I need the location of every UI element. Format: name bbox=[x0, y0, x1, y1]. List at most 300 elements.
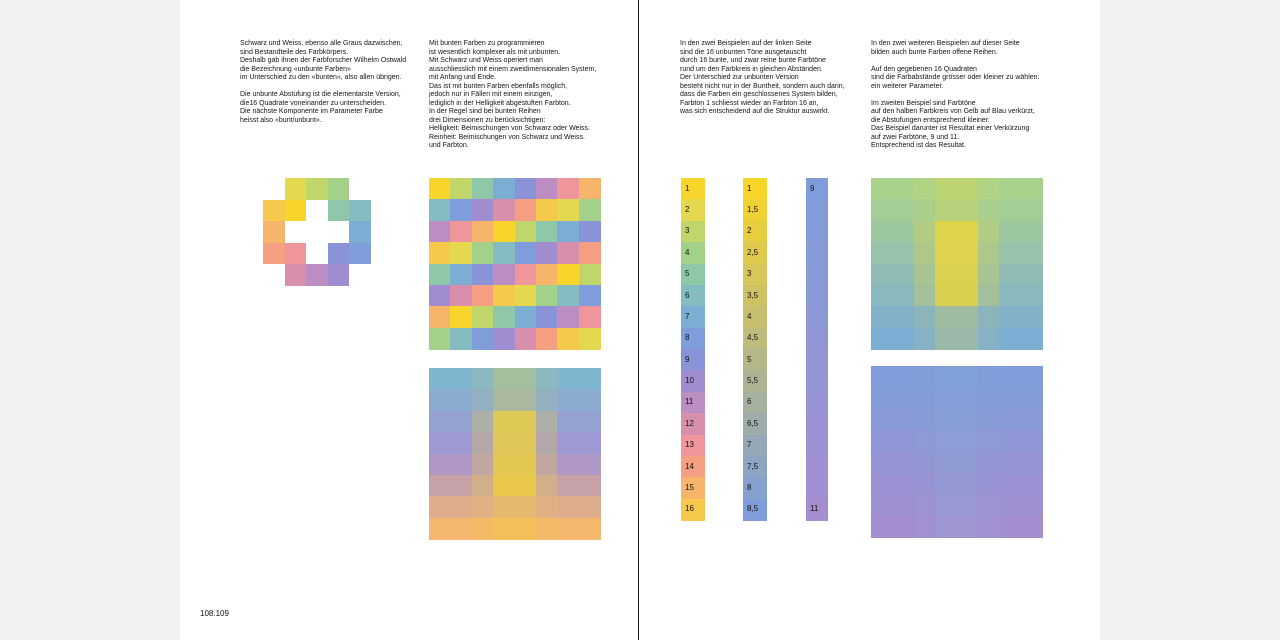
pattern-square bbox=[429, 178, 451, 200]
gradient-square bbox=[978, 306, 1000, 328]
strip-square bbox=[806, 221, 828, 243]
gradient-square bbox=[515, 496, 537, 518]
pattern-square bbox=[536, 221, 558, 243]
strip-square bbox=[806, 306, 828, 328]
gradient-square bbox=[579, 411, 601, 433]
gradient-square bbox=[957, 409, 979, 431]
gradient-square bbox=[536, 496, 558, 518]
pattern-square bbox=[579, 328, 601, 350]
gradient-square bbox=[999, 221, 1021, 243]
gradient-square bbox=[579, 518, 601, 540]
gradient-square bbox=[957, 452, 979, 474]
gradient-square bbox=[999, 473, 1021, 495]
strip-label: 1 bbox=[685, 183, 690, 193]
gradient-square bbox=[999, 242, 1021, 264]
gradient-square bbox=[515, 368, 537, 390]
pattern-square bbox=[579, 242, 601, 264]
gradient-square bbox=[557, 411, 579, 433]
gradient-square bbox=[892, 221, 914, 243]
pattern-square bbox=[536, 328, 558, 350]
gradient-square bbox=[999, 494, 1021, 516]
strip-square bbox=[806, 349, 828, 371]
gradient-square bbox=[914, 387, 936, 409]
gradient-square bbox=[515, 432, 537, 454]
pattern-square bbox=[450, 264, 472, 286]
strip-label: 5,5 bbox=[747, 376, 759, 386]
gradient-square bbox=[557, 454, 579, 476]
gradient-square bbox=[871, 328, 893, 350]
strip-label: 2,5 bbox=[747, 247, 759, 257]
gradient-square bbox=[536, 411, 558, 433]
strip-label: 2 bbox=[747, 226, 752, 236]
pattern-square bbox=[472, 242, 494, 264]
gradient-square bbox=[999, 430, 1021, 452]
gradient-square bbox=[914, 178, 936, 200]
gradient-square bbox=[1021, 178, 1043, 200]
gradient-square bbox=[999, 199, 1021, 221]
gradient-square bbox=[871, 306, 893, 328]
yellow-blue-gradient-grid bbox=[871, 178, 1042, 349]
strip-label: 16 bbox=[685, 504, 694, 514]
gradient-square bbox=[472, 475, 494, 497]
gradient-square bbox=[978, 221, 1000, 243]
pattern-square bbox=[472, 306, 494, 328]
gradient-square bbox=[1021, 366, 1043, 388]
ring-square bbox=[328, 178, 350, 200]
gradient-square bbox=[914, 473, 936, 495]
strip-label: 3,5 bbox=[747, 290, 759, 300]
gradient-square bbox=[1021, 516, 1043, 538]
gradient-square bbox=[914, 516, 936, 538]
gradient-square bbox=[935, 452, 957, 474]
gradient-square bbox=[450, 432, 472, 454]
gradient-square bbox=[871, 494, 893, 516]
color-ring-figure bbox=[263, 178, 371, 286]
gradient-square bbox=[935, 387, 957, 409]
ring-square bbox=[285, 200, 307, 222]
ring-square bbox=[328, 243, 350, 265]
gradient-square bbox=[871, 285, 893, 307]
pattern-square bbox=[557, 221, 579, 243]
gradient-square bbox=[957, 285, 979, 307]
ring-square bbox=[285, 264, 307, 286]
gradient-square bbox=[892, 430, 914, 452]
strip-label: 6,5 bbox=[747, 418, 759, 428]
gradient-square bbox=[978, 366, 1000, 388]
gradient-square bbox=[914, 494, 936, 516]
strip-label: 4 bbox=[685, 247, 690, 257]
pattern-square bbox=[493, 264, 515, 286]
gradient-square bbox=[493, 432, 515, 454]
gradient-square bbox=[892, 328, 914, 350]
pattern-square bbox=[450, 178, 472, 200]
pattern-square bbox=[579, 199, 601, 221]
gradient-square bbox=[978, 430, 1000, 452]
gradient-square bbox=[557, 518, 579, 540]
gradient-square bbox=[1021, 494, 1043, 516]
gradient-square bbox=[557, 475, 579, 497]
gradient-square bbox=[957, 199, 979, 221]
strip-square bbox=[806, 242, 828, 264]
gradient-square bbox=[935, 473, 957, 495]
gradient-square bbox=[450, 518, 472, 540]
strip-label: 7 bbox=[685, 311, 690, 321]
gradient-square bbox=[515, 518, 537, 540]
gradient-square bbox=[892, 285, 914, 307]
gradient-square bbox=[871, 516, 893, 538]
text-column-2: Mit bunten Farben zu programmieren ist wesentlich komplexer als mit unbunten. Mit Schwarz und Weiss operiert man ausschliesslich mit einem zweidimensionalen System, mit Anfang und Ende. Das ist mit bunten Farben ebenfalls möglich, jedoch nur in Fällen mit einem einzigen, lediglich in der Helligkeit abgestuften Farbton. In der Regel sind bei bunten Reihen drei Dimensionen zu berücksichtigen: Helligkeit: Beimischungen von Schwarz oder Weiss. Reinheit: Beimischungen von Schwarz und Weiss. und Farbton. bbox=[429, 40, 597, 149]
gradient-square bbox=[871, 366, 893, 388]
gradient-square bbox=[935, 221, 957, 243]
gradient-square bbox=[579, 432, 601, 454]
pattern-square bbox=[515, 306, 537, 328]
pattern-square bbox=[493, 285, 515, 307]
gradient-square bbox=[493, 389, 515, 411]
pattern-square bbox=[450, 242, 472, 264]
gradient-square bbox=[536, 518, 558, 540]
gradient-square bbox=[557, 432, 579, 454]
pattern-square bbox=[579, 306, 601, 328]
gradient-square bbox=[450, 454, 472, 476]
gradient-square bbox=[978, 452, 1000, 474]
gradient-square bbox=[472, 368, 494, 390]
pattern-square bbox=[450, 221, 472, 243]
gradient-square bbox=[871, 264, 893, 286]
pattern-square bbox=[429, 221, 451, 243]
gradient-square bbox=[515, 411, 537, 433]
gradient-square bbox=[935, 264, 957, 286]
gradient-square bbox=[579, 389, 601, 411]
strip-label: 6 bbox=[747, 397, 752, 407]
gradient-square bbox=[579, 454, 601, 476]
gradient-square bbox=[914, 409, 936, 431]
gradient-square bbox=[1021, 221, 1043, 243]
pattern-square bbox=[557, 264, 579, 286]
gradient-square bbox=[892, 473, 914, 495]
pattern-square bbox=[429, 328, 451, 350]
gradient-square bbox=[429, 518, 451, 540]
gradient-square bbox=[493, 475, 515, 497]
gradient-square bbox=[892, 178, 914, 200]
pattern-square bbox=[493, 328, 515, 350]
gradient-square bbox=[1021, 199, 1043, 221]
gradient-square bbox=[892, 264, 914, 286]
strip-label: 10 bbox=[685, 376, 694, 386]
strip-square bbox=[806, 199, 828, 221]
pattern-square bbox=[472, 264, 494, 286]
hue-strip-half bbox=[743, 178, 767, 520]
gradient-square bbox=[450, 389, 472, 411]
gradient-square bbox=[978, 285, 1000, 307]
gradient-square bbox=[935, 409, 957, 431]
gradient-square bbox=[429, 411, 451, 433]
ring-square bbox=[349, 221, 371, 243]
pattern-square bbox=[450, 199, 472, 221]
gradient-square bbox=[892, 366, 914, 388]
pattern-square bbox=[557, 328, 579, 350]
gradient-square bbox=[515, 475, 537, 497]
gradient-square bbox=[935, 178, 957, 200]
pattern-square bbox=[429, 242, 451, 264]
pattern-square bbox=[493, 221, 515, 243]
gradient-square bbox=[892, 242, 914, 264]
strip-label: 3 bbox=[747, 269, 752, 279]
gradient-square bbox=[557, 368, 579, 390]
gradient-square bbox=[1021, 242, 1043, 264]
gradient-square bbox=[999, 387, 1021, 409]
gradient-square bbox=[957, 221, 979, 243]
gradient-square bbox=[871, 387, 893, 409]
gradient-square bbox=[493, 454, 515, 476]
pattern-square bbox=[536, 178, 558, 200]
pattern-square bbox=[515, 199, 537, 221]
gradient-square bbox=[892, 199, 914, 221]
gradient-square bbox=[493, 518, 515, 540]
gradient-square bbox=[536, 432, 558, 454]
gradient-square bbox=[472, 454, 494, 476]
strip-label: 6 bbox=[685, 290, 690, 300]
blue-violet-gradient-grid bbox=[871, 366, 1042, 537]
gradient-square bbox=[935, 306, 957, 328]
gradient-square bbox=[957, 494, 979, 516]
pattern-square bbox=[557, 242, 579, 264]
strip-label: 2 bbox=[685, 205, 690, 215]
ring-square bbox=[306, 178, 328, 200]
pattern-square bbox=[515, 285, 537, 307]
gradient-square bbox=[978, 242, 1000, 264]
ring-square bbox=[328, 264, 350, 286]
gradient-square bbox=[871, 178, 893, 200]
ring-square bbox=[263, 243, 285, 265]
gradient-square bbox=[978, 199, 1000, 221]
strip-label: 11 bbox=[685, 397, 694, 407]
gradient-square bbox=[892, 516, 914, 538]
hue-strip-two bbox=[806, 178, 828, 520]
gradient-square bbox=[1021, 387, 1043, 409]
gradient-square bbox=[978, 494, 1000, 516]
pattern-square bbox=[515, 264, 537, 286]
strip-label: 14 bbox=[685, 461, 694, 471]
gradient-square bbox=[957, 366, 979, 388]
gradient-square bbox=[978, 328, 1000, 350]
gradient-square bbox=[999, 285, 1021, 307]
gradient-square bbox=[914, 328, 936, 350]
gradient-square bbox=[472, 518, 494, 540]
gradient-square bbox=[472, 411, 494, 433]
gradient-square bbox=[935, 494, 957, 516]
gradient-square bbox=[472, 432, 494, 454]
pattern-square bbox=[472, 285, 494, 307]
pattern-square bbox=[493, 242, 515, 264]
strip-square bbox=[806, 392, 828, 414]
gradient-square bbox=[935, 516, 957, 538]
gradient-square bbox=[892, 452, 914, 474]
strip-label: 3 bbox=[685, 226, 690, 236]
gradient-square bbox=[914, 264, 936, 286]
strip-label: 8 bbox=[685, 333, 690, 343]
pattern-square bbox=[515, 328, 537, 350]
pattern-square bbox=[536, 242, 558, 264]
gradient-square bbox=[957, 516, 979, 538]
pattern-square bbox=[579, 221, 601, 243]
gradient-square bbox=[536, 475, 558, 497]
pattern-square bbox=[557, 178, 579, 200]
gradient-square bbox=[536, 454, 558, 476]
gradient-square bbox=[999, 366, 1021, 388]
strip-label: 8,5 bbox=[747, 504, 759, 514]
strip-square bbox=[806, 413, 828, 435]
gradient-square bbox=[493, 496, 515, 518]
gradient-square bbox=[957, 264, 979, 286]
hue-strip-16 bbox=[681, 178, 705, 520]
gradient-square bbox=[515, 389, 537, 411]
gradient-square bbox=[935, 328, 957, 350]
strip-square bbox=[806, 328, 828, 350]
gradient-square bbox=[429, 475, 451, 497]
pattern-square bbox=[557, 285, 579, 307]
strip-label: 5 bbox=[747, 354, 752, 364]
gradient-square bbox=[429, 432, 451, 454]
gradient-square bbox=[999, 409, 1021, 431]
pattern-square bbox=[515, 242, 537, 264]
gradient-square bbox=[429, 496, 451, 518]
gradient-square bbox=[1021, 285, 1043, 307]
strip-label: 4,5 bbox=[747, 333, 759, 343]
gradient-square bbox=[892, 306, 914, 328]
strip-square bbox=[806, 264, 828, 286]
gradient-square bbox=[978, 264, 1000, 286]
pattern-square bbox=[515, 221, 537, 243]
ring-square bbox=[328, 200, 350, 222]
gradient-square bbox=[999, 516, 1021, 538]
strip-label: 9 bbox=[685, 354, 690, 364]
strip-label: 1 bbox=[747, 183, 752, 193]
gradient-square bbox=[957, 306, 979, 328]
text-column-1: Schwarz und Weiss, ebenso alle Graus dazwischen, sind Bestandteile des Farbkörpers. Deshalb gab ihnen der Farbforscher Wilhelm Ostwald die Bezeichnung «unbunte Farben» im Unterschied zu den «bunten», also allen übrigen. Die unbunte Abstufung ist die elementarste Version, die16 Quadrate voneinander zu unterscheiden. Die nächste Komponente im Parameter Farbe heisst also «bunt/unbunt». bbox=[240, 40, 407, 124]
gradient-square bbox=[957, 387, 979, 409]
gradient-square bbox=[579, 475, 601, 497]
gradient-square bbox=[472, 389, 494, 411]
gradient-square bbox=[935, 199, 957, 221]
gradient-square bbox=[957, 473, 979, 495]
gradient-square bbox=[579, 496, 601, 518]
strip-square bbox=[806, 456, 828, 478]
gradient-square bbox=[892, 387, 914, 409]
text-column-4: In den zwei weiteren Beispielen auf dieser Seite bilden auch bunte Farben offene Reihen. Auf den gegebenen 16 Quadraten sind die Farbabstände grösser oder kleiner zu wählen: ein weiterer Parameter. Im zweiten Beispiel sind Farbtöne auf den halben Farbkreis von Gelb auf Blau verkürzt, die Abstufungen entsprechend kleiner. Das Beispiel darunter ist Resultat einer Verkürzung auf zwei Farbtöne, 9 und 11. Entsprechend ist das Resultat. bbox=[871, 40, 1040, 149]
strip-label: 7,5 bbox=[747, 461, 759, 471]
pattern-square bbox=[579, 285, 601, 307]
gradient-square bbox=[978, 516, 1000, 538]
gradient-square bbox=[1021, 409, 1043, 431]
gradient-square bbox=[892, 409, 914, 431]
pattern-square bbox=[472, 199, 494, 221]
pattern-square bbox=[536, 199, 558, 221]
pattern-square bbox=[429, 199, 451, 221]
ring-square bbox=[349, 243, 371, 265]
gradient-square bbox=[871, 452, 893, 474]
pattern-square bbox=[472, 328, 494, 350]
gradient-square bbox=[999, 328, 1021, 350]
ring-square bbox=[285, 178, 307, 200]
gradient-square bbox=[429, 368, 451, 390]
gradient-square bbox=[536, 368, 558, 390]
gradient-square bbox=[450, 411, 472, 433]
gradient-square bbox=[871, 430, 893, 452]
strip-label: 7 bbox=[747, 440, 752, 450]
gradient-square bbox=[914, 221, 936, 243]
strip-label: 9 bbox=[810, 183, 815, 193]
strip-square bbox=[806, 477, 828, 499]
pattern-square bbox=[536, 285, 558, 307]
gradient-square bbox=[1021, 306, 1043, 328]
gradient-square bbox=[871, 409, 893, 431]
gradient-square bbox=[450, 368, 472, 390]
pattern-square bbox=[557, 199, 579, 221]
pattern-square bbox=[515, 178, 537, 200]
pattern-square bbox=[450, 306, 472, 328]
gradient-square bbox=[472, 496, 494, 518]
gradient-square bbox=[957, 430, 979, 452]
pattern-square bbox=[472, 221, 494, 243]
gradient-square bbox=[871, 473, 893, 495]
pattern-square bbox=[429, 264, 451, 286]
strip-label: 13 bbox=[685, 440, 694, 450]
pattern-square bbox=[493, 199, 515, 221]
pattern-square bbox=[557, 306, 579, 328]
pattern-square bbox=[450, 328, 472, 350]
gradient-square bbox=[914, 242, 936, 264]
color-gradient-grid bbox=[429, 368, 600, 539]
gradient-square bbox=[914, 452, 936, 474]
strip-label: 1,5 bbox=[747, 205, 759, 215]
pattern-square bbox=[429, 306, 451, 328]
gradient-square bbox=[450, 496, 472, 518]
gradient-square bbox=[429, 389, 451, 411]
gradient-square bbox=[450, 475, 472, 497]
strip-label: 11 bbox=[810, 504, 819, 514]
pattern-square bbox=[493, 178, 515, 200]
gradient-square bbox=[871, 221, 893, 243]
color-pattern-grid bbox=[429, 178, 600, 349]
pattern-square bbox=[536, 264, 558, 286]
gradient-square bbox=[536, 389, 558, 411]
gradient-square bbox=[935, 430, 957, 452]
gradient-square bbox=[935, 285, 957, 307]
gradient-square bbox=[1021, 452, 1043, 474]
gradient-square bbox=[871, 242, 893, 264]
ring-square bbox=[263, 200, 285, 222]
gradient-square bbox=[515, 454, 537, 476]
ring-square bbox=[263, 221, 285, 243]
gradient-square bbox=[557, 496, 579, 518]
strip-label: 8 bbox=[747, 482, 752, 492]
gradient-square bbox=[1021, 430, 1043, 452]
text-column-3: In den zwei Beispielen auf der linken Seite sind die 16 unbunten Töne ausgetauscht durch 16 bunte, und zwar reine bunte Farbtöne rund um den Farbkreis in gleichen Abständen. Der Unterschied zur unbunten Version besteht nicht nur in der Buntheit, sondern auch darin, dass die Farben ein geschlossenes System bilden, Farbton 1 schliesst wieder an Farbton 16 an, was sich entscheidend auf die Struktur auswirkt. bbox=[680, 40, 845, 115]
gradient-square bbox=[892, 494, 914, 516]
pattern-square bbox=[450, 285, 472, 307]
gradient-square bbox=[871, 199, 893, 221]
strip-label: 12 bbox=[685, 418, 694, 428]
strip-label: 15 bbox=[685, 482, 694, 492]
gradient-square bbox=[557, 389, 579, 411]
strip-square bbox=[806, 285, 828, 307]
gradient-square bbox=[914, 306, 936, 328]
page-number: 108.109 bbox=[200, 609, 229, 618]
gradient-square bbox=[999, 452, 1021, 474]
gradient-square bbox=[957, 242, 979, 264]
pattern-square bbox=[579, 178, 601, 200]
gradient-square bbox=[1021, 473, 1043, 495]
